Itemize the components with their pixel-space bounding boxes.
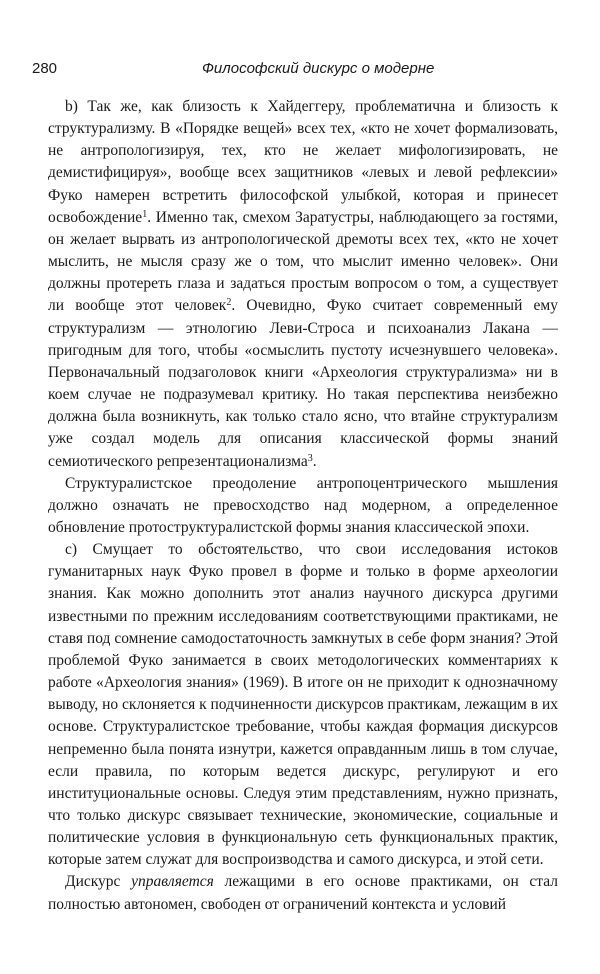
running-title: Философский дискурс о модерне [202,60,435,77]
paragraph-b [48,96,558,473]
body-text [48,96,558,916]
footnote-ref-2[interactable]: 2 [226,297,232,309]
running-header [32,60,568,82]
paragraph-discourse-text-1: Дискурс [65,873,132,891]
paragraph-discourse-text-2: лежащими в его основе практиками, он стал полностью автономен, свободен от ограничений контекста и условий [48,873,558,913]
paragraph-discourse [48,871,558,915]
page-number: 280 [32,60,58,77]
footnote-ref-1[interactable]: 1 [142,208,148,220]
paragraph-b-text-2: . Именно так, смехом Заратустры, наблюдающего за гостями, он желает вырвать из антропологической дремоты всех тех, «кто не хочет мыслить, не мысля сразу же о том, что мыслит именно человек». Они должны протереть глаза и задаться простым вопросом о том, а существует ли вообще этот человек [48,208,558,315]
footnote-ref-3[interactable]: 3 [307,452,313,464]
emphasis-word: управляется [131,873,214,891]
paragraph-b-text-4: . [312,452,317,470]
paragraph-b-text-3: . Очевидно, Фуко считает современный ему структурализм — этнологию Леви-Строса и психоанализ Лакана — пригодным для того, чтобы «осмыслить пустоту исчезнувшего человека». Первоначальный подзаголовок книги «Археология структурализма» ни в коем случае не подразумевал критику. Но такая перспектива неизбежно должна была возникнуть, как только стало ясно, что втайне структурализм уже создал модель для описания классической формы знаний семиотического репрезентационализма [48,297,558,470]
paragraph-b-text-1: b) Так же, как близость к Хайдеггеру, проблематична и близость к структурализму. В «Порядке вещей» всех тех, «кто не хочет формализовать, не антропологизируя, тех, кто не желает мифологизировать, не демистифицируя», вообще всех защитников «левых и левой рефлексии» Фуко намерен встретить философской улыбкой, которая и принесет освобождение [48,98,558,226]
paragraph-structuralist: Структуралистское преодоление антропоцентрического мышления должно означать не превосходство над модерном, а определенное обновление протоструктуралистской формы знания классической эпохи. [48,474,558,536]
paragraph-c: c) Смущает то обстоятельство, что свои исследования истоков гуманитарных наук Фуко провел в форме и только в форме археологии знания. Как можно дополнить этот анализ научного дискурса другими известными по прежним исследованиям соответствующими практиками, не ставя под сомнение самодостаточность замкнутых в себе форм знания? Этой проблемой Фуко занимается в своих методологических комментариях к работе «Археология знания» (1969). В итоге он не приходит к однозначному выводу, но склоняется к подчиненности дискурсов практикам, лежащим в их основе. Структуралистское требование, чтобы каждая формация дискурсов непременно была понята изнутри, кажется оправданным лишь в том случае, если правила, по которым ведется дискурс, регулируют и его институциональные основы. Следуя этим представлениям, нужно признать, что только дискурс связывает технические, экономические, социальные и политические условия в функциональную сеть функциональных практик, которые затем служат для воспроизводства и самого дискурса, и этой сети. [48,541,558,869]
